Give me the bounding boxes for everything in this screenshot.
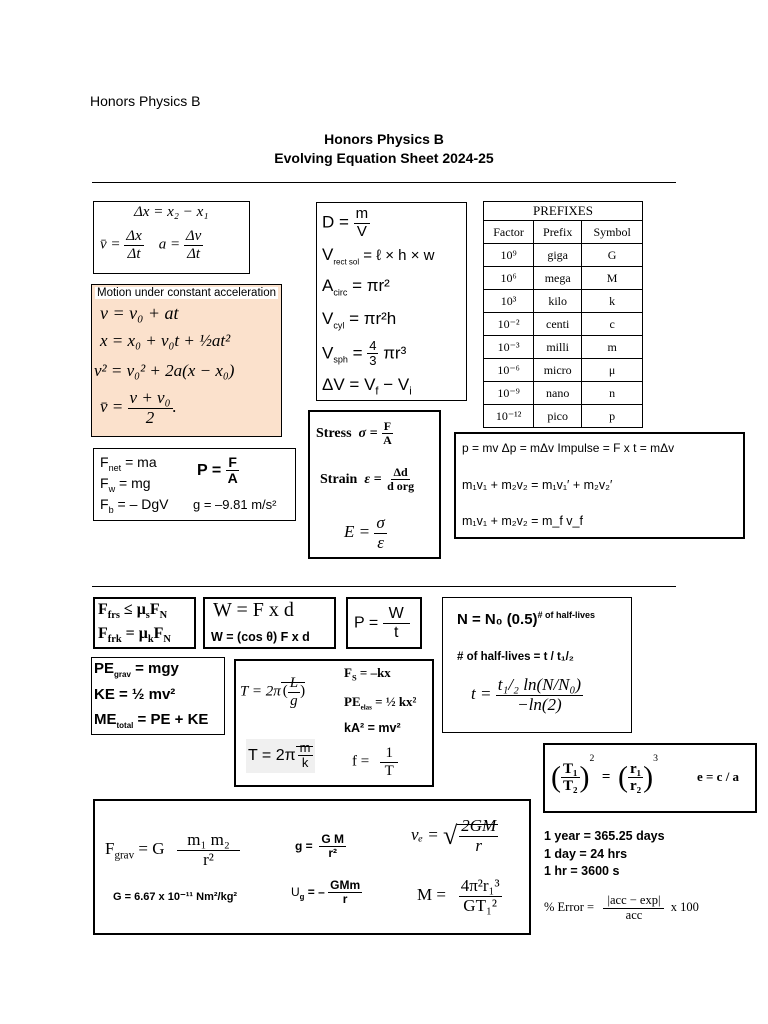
- halflife-t-den: −ln(2): [517, 694, 562, 714]
- fw-sub: w: [108, 483, 116, 494]
- kepler-lhs-num: T₁: [563, 760, 578, 777]
- table-row: [484, 313, 643, 336]
- table-row: [484, 336, 643, 359]
- accel-lhs: a =: [158, 236, 181, 253]
- escape-num: 2GM: [461, 816, 497, 835]
- prefix-name: giga: [534, 244, 582, 267]
- motion-eq-4-lhs: v̄ =: [100, 397, 124, 417]
- pendulum-lhs: T = 2π: [240, 683, 281, 700]
- static-friction-eq: [98, 601, 167, 621]
- strain-symbol: ε =: [364, 471, 382, 487]
- grav-force-frac: [177, 831, 240, 869]
- density-eq: [322, 206, 370, 240]
- motion-eq-4-num: v + v₀: [129, 388, 171, 407]
- kinematics-basic-box: [93, 201, 250, 274]
- forces-box: [93, 448, 296, 521]
- prefix-col-factor: Factor: [484, 221, 534, 244]
- fnet-sub: net: [108, 462, 122, 473]
- sph-frac: [367, 339, 378, 369]
- spring-period-eq: [246, 739, 315, 773]
- time-notes: [544, 828, 665, 881]
- percent-error-frac: [603, 894, 664, 923]
- halflife-time-eq: [471, 676, 583, 714]
- kepler-lhs-den: T₂: [563, 778, 578, 795]
- density-lhs: D =: [322, 212, 349, 232]
- grav-field-num: G M: [321, 832, 345, 846]
- grav-f-mid: = G: [134, 839, 165, 859]
- gpe-sub: grav: [114, 670, 131, 679]
- grav-pe-eq: [291, 879, 362, 906]
- circ-rhs: = πr²: [347, 276, 390, 295]
- percent-error-eq: [544, 894, 699, 923]
- kepler-box: [543, 743, 757, 813]
- pressure-lhs: P =: [197, 462, 222, 480]
- buoyancy-eq: [100, 496, 169, 515]
- density-den: V: [356, 222, 367, 240]
- motion-eq-4-den: 2: [145, 407, 155, 427]
- fw-f: F: [100, 475, 109, 491]
- decay-eq: [457, 610, 595, 628]
- me-rhs: = PE + KE: [133, 711, 209, 728]
- escape-frac: [459, 817, 498, 855]
- avg-velocity-lhs: v̄ =: [100, 236, 121, 253]
- mass-eq: [417, 877, 502, 915]
- fs-fn: F: [149, 601, 160, 618]
- halflife-count-eq: # of half-lives = t / t₁/₂: [457, 651, 574, 663]
- me-sub: total: [116, 721, 134, 730]
- dv-lhs: ΔV = V: [322, 375, 376, 394]
- kepler-rhs-frac: [628, 761, 643, 795]
- stress-num: F: [383, 419, 392, 433]
- gpe-pe: PE: [94, 660, 115, 677]
- motion-eq-1: v = v₀ + at: [100, 303, 179, 323]
- work-box: [203, 597, 336, 649]
- stress-symbol: σ =: [358, 425, 378, 441]
- fw-rhs: = mg: [115, 475, 151, 491]
- frequency-lhs: f =: [352, 753, 370, 770]
- gravity-box: [93, 799, 531, 935]
- fk-fn-sub: N: [163, 634, 171, 646]
- mass-lhs: M =: [417, 885, 446, 905]
- prefix-symbol: c: [582, 313, 643, 336]
- sph-rhs: πr³: [378, 343, 407, 363]
- halflife-t-lhs: t =: [471, 684, 492, 704]
- mass-frac: [459, 877, 502, 915]
- spring-period-lhs: T = 2π: [248, 747, 296, 765]
- accel-frac: [184, 228, 203, 262]
- sphere-volume-eq: [322, 339, 406, 369]
- dv-f: f: [375, 385, 379, 398]
- momentum-line-2: m₁v₁ + m₂v₂ = m₁v₁′ + m₂v₂′: [462, 478, 613, 492]
- prefix-name: mega: [534, 267, 582, 290]
- prefixes-table: [483, 201, 643, 428]
- escape-sqrt: [457, 816, 498, 855]
- rect-sub: rect sol: [333, 257, 360, 267]
- pendulum-den: g: [290, 692, 298, 709]
- motion-eq-3: v² = v₀² + 2a(x − x₀): [94, 361, 235, 380]
- stress-frac: [381, 420, 394, 447]
- kepler-lhs-exp: 2: [589, 753, 595, 764]
- prefix-col-symbol: Symbol: [582, 221, 643, 244]
- me-eq: [94, 711, 208, 730]
- title-line-1: Honors Physics B: [324, 131, 444, 147]
- grav-field-den: r²: [328, 846, 338, 861]
- eccentricity-eq: e = c / a: [697, 769, 740, 784]
- fs-fn-sub: N: [159, 610, 168, 622]
- halflife-t-num: t₁/₂ ln(N/N₀): [497, 675, 582, 694]
- percent-error-lhs: % Error =: [544, 900, 595, 915]
- prefix-factor: 10⁻³: [484, 336, 534, 359]
- gpe-rhs: = mgy: [130, 660, 179, 677]
- percent-error-rhs: x 100: [670, 900, 699, 915]
- spring-rhs: = –kx: [356, 665, 391, 680]
- escape-velocity-eq: vₑ = √ $\frac{2GM}{r}$: [411, 816, 497, 855]
- strain-num: Δd: [393, 465, 408, 479]
- middle-divider: [92, 586, 676, 587]
- grav-pe-u: U: [291, 884, 300, 899]
- pendulum-sqrt: ( $\frac{L}{g}$ ): [282, 675, 306, 709]
- power-box: [346, 597, 422, 649]
- prefix-name: milli: [534, 336, 582, 359]
- hour-note: 1 hr = 3600 s: [544, 864, 620, 878]
- prefixes-caption: PREFIXES: [484, 202, 643, 221]
- prefix-factor: 10⁻¹²: [484, 405, 534, 428]
- avg-velocity-eq: [100, 228, 203, 262]
- strain-den: d org: [387, 479, 415, 494]
- pressure-den: A: [227, 470, 238, 487]
- page-title: [0, 130, 768, 168]
- kepler-rhs-num: r₁: [629, 760, 642, 777]
- kepler-rhs-den: r₂: [629, 778, 642, 795]
- prefix-symbol: p: [582, 405, 643, 428]
- circle-area-eq: [322, 276, 390, 297]
- fnet-rhs: = ma: [121, 454, 157, 470]
- youngs-num: σ: [376, 513, 385, 532]
- grav-force-den: r²: [203, 849, 214, 869]
- fk-sub: frk: [107, 634, 122, 646]
- fb-rhs: = – DgV: [113, 496, 169, 512]
- title-line-2: Evolving Equation Sheet 2024-25: [274, 150, 494, 166]
- escape-lhs: vₑ =: [411, 825, 439, 845]
- stress-den: A: [383, 433, 392, 448]
- prefix-symbol: M: [582, 267, 643, 290]
- top-divider: [92, 182, 676, 183]
- prefix-factor: 10⁹: [484, 244, 534, 267]
- sph-den: 3: [369, 353, 377, 369]
- momentum-line-1: p = mv Δp = mΔv Impulse = F x t = mΔv: [462, 441, 675, 455]
- elastic-rhs: = ½ kx²: [371, 694, 417, 709]
- fs-f: F: [98, 601, 108, 618]
- grav-pe-mid: = –: [304, 884, 325, 899]
- fk-f: F: [98, 625, 108, 642]
- grav-field-lhs: g =: [295, 838, 313, 853]
- prefix-symbol: G: [582, 244, 643, 267]
- grav-force-eq: [105, 831, 240, 869]
- table-row: [484, 267, 643, 290]
- cyl-v: V: [322, 309, 334, 328]
- prefix-name: centi: [534, 313, 582, 336]
- dv-i: i: [409, 385, 412, 398]
- table-row: [484, 382, 643, 405]
- youngs-modulus-eq: [344, 514, 387, 552]
- decay-eq-exp: # of half-lives: [537, 610, 596, 620]
- circ-sub: circ: [333, 287, 348, 298]
- work-angle-eq: W = (cos θ) F x d: [211, 630, 310, 644]
- spring-force-eq: [344, 665, 391, 683]
- elastic-pe: PE: [344, 694, 361, 709]
- grav-f-sub: grav: [114, 849, 135, 862]
- prefix-factor: 10³: [484, 290, 534, 313]
- strain-label: Strain: [320, 471, 358, 487]
- fnet-eq: [100, 454, 157, 473]
- grav-f: F: [105, 839, 115, 859]
- grav-force-num: m₁ m₂: [177, 831, 240, 851]
- cyl-sub: cyl: [333, 320, 345, 331]
- fk-mu: = μ: [121, 625, 148, 642]
- motion-box: [91, 284, 282, 437]
- gravity-accel: g = –9.81 m/s²: [193, 497, 277, 512]
- avg-velocity-den: Δt: [127, 245, 141, 262]
- prefix-name: kilo: [534, 290, 582, 313]
- document-header: Honors Physics B: [90, 93, 201, 109]
- mass-num: 4π²r₁³: [460, 876, 500, 895]
- spring-f: F: [344, 665, 352, 680]
- strain-frac: [385, 466, 416, 493]
- prefix-name: nano: [534, 382, 582, 405]
- density-frac: [354, 206, 371, 240]
- fk-fn: F: [153, 625, 164, 642]
- motion-eq-4: v̄ = $\frac{\text{v + v₀}}{2}$ .: [100, 388, 177, 427]
- kepler-lhs-frac: [561, 761, 580, 795]
- prefix-factor: 10⁻⁶: [484, 359, 534, 382]
- rect-rhs: = ℓ × h × w: [359, 247, 435, 264]
- strain-eq: [320, 466, 416, 493]
- table-row: [484, 405, 643, 428]
- youngs-lhs: E =: [344, 522, 371, 542]
- prefix-factor: 10⁻²: [484, 313, 534, 336]
- halflife-t-frac: [496, 676, 583, 714]
- density-num: m: [355, 205, 369, 222]
- fs-mu: ≤ μ: [119, 601, 146, 618]
- fs-mu-sub: s: [145, 610, 150, 622]
- pendulum-num: L: [289, 675, 299, 691]
- avg-velocity-num: Δx: [126, 228, 142, 244]
- fs-sub: frs: [107, 610, 120, 622]
- spring-period-den: k: [301, 755, 309, 771]
- prefix-symbol: k: [582, 290, 643, 313]
- fb-sub: b: [108, 504, 114, 515]
- frequency-den: T: [384, 762, 394, 779]
- prefix-col-prefix: Prefix: [534, 221, 582, 244]
- friction-box: [93, 597, 196, 649]
- kepler-rhs-exp: 3: [653, 753, 658, 764]
- frequency-num: 1: [380, 745, 398, 763]
- dv-mid: − V: [378, 375, 410, 394]
- pressure-eq: [197, 455, 240, 487]
- mass-den: GT₁²: [463, 895, 497, 915]
- sph-mid: =: [347, 343, 368, 363]
- cylinder-volume-eq: [322, 309, 396, 330]
- me-me: ME: [94, 711, 117, 728]
- spring-period-num: m: [299, 740, 311, 755]
- sph-num: 4: [369, 338, 377, 353]
- frequency-eq: [352, 745, 398, 779]
- sph-sub: sph: [333, 354, 348, 365]
- grav-constant: G = 6.67 x 10⁻¹¹ Nm²/kg²: [113, 891, 238, 903]
- momentum-line-3: m₁v₁ + m₂v₂ = m_f v_f: [462, 514, 583, 528]
- circ-a: A: [322, 276, 334, 295]
- decay-eq-main: N = N₀ (0.5): [457, 611, 538, 628]
- accel-num: Δv: [185, 228, 202, 244]
- energy-box: [91, 657, 225, 735]
- power-lhs: P =: [354, 614, 379, 632]
- pendulum-frac: [288, 675, 300, 709]
- fk-mu-sub: k: [147, 634, 154, 646]
- power-frac: [383, 605, 410, 641]
- fb-f: F: [100, 496, 109, 512]
- prefix-symbol: m: [582, 336, 643, 359]
- stress-strain-box: [308, 410, 441, 559]
- day-note: 1 day = 24 hrs: [544, 846, 628, 861]
- percent-error-den: acc: [625, 907, 643, 922]
- motion-eq-2: x = x₀ + v₀t + ½at²: [100, 331, 231, 350]
- spring-sub: S: [351, 672, 357, 683]
- grav-pe-num: GMm: [330, 878, 361, 892]
- kepler-third-law: ( $\frac{\text{T₁}}{\text{T₂}}$ )$^2$ = ( $\frac{\text{r₁}}{\text{r₂}}$ )$^3$: [551, 753, 658, 795]
- grav-field-frac: [319, 833, 346, 860]
- power-eq: [354, 605, 410, 641]
- grav-pe-frac: [328, 879, 362, 906]
- power-num: W: [383, 605, 410, 624]
- prefix-symbol: n: [582, 382, 643, 405]
- spring-period-frac: [298, 741, 313, 771]
- youngs-den: ε: [377, 532, 384, 552]
- grav-pe-sub: g: [299, 892, 305, 902]
- oscillation-box: [234, 659, 434, 787]
- accel-den: Δt: [187, 245, 201, 262]
- rect-volume-eq: [322, 245, 434, 266]
- halflife-box: [442, 597, 632, 733]
- pressure-frac: [226, 455, 240, 487]
- pendulum-period-eq: [240, 675, 305, 709]
- escape-den: r: [475, 835, 483, 855]
- motion-eq-4-frac: [128, 389, 173, 427]
- avg-velocity-frac: [124, 228, 143, 262]
- weight-eq: [100, 475, 151, 494]
- kinetic-friction-eq: [98, 625, 171, 645]
- ke-eq: KE = ½ mv²: [94, 686, 176, 703]
- displacement-eq: Δx = x₂ − x₁: [134, 204, 209, 220]
- sph-v: V: [322, 343, 334, 363]
- table-row: [484, 244, 643, 267]
- power-den: t: [393, 623, 399, 641]
- cyl-rhs: = πr²h: [344, 309, 397, 328]
- grav-pe-den: r: [342, 892, 348, 907]
- prefix-name: pico: [534, 405, 582, 428]
- percent-error-num: |acc − exp|: [603, 894, 664, 909]
- prefix-factor: 10⁶: [484, 267, 534, 290]
- prefix-name: micro: [534, 359, 582, 382]
- amplitude-eq: kA² = mv²: [344, 721, 401, 735]
- geometry-box: [316, 202, 467, 401]
- table-row: [484, 290, 643, 313]
- elastic-pe-eq: [344, 694, 416, 712]
- fnet-f: F: [100, 454, 109, 470]
- momentum-box: [454, 432, 745, 539]
- stress-label: Stress: [316, 425, 352, 441]
- gpe-eq: [94, 660, 179, 679]
- motion-heading: Motion under constant acceleration: [97, 287, 276, 299]
- table-row: [484, 359, 643, 382]
- elastic-sub: elas: [360, 703, 372, 712]
- rect-v: V: [322, 245, 334, 264]
- grav-field-eq: [295, 833, 346, 860]
- delta-volume-eq: [322, 375, 412, 397]
- year-note: 1 year = 365.25 days: [544, 829, 665, 843]
- prefix-symbol: μ: [582, 359, 643, 382]
- spring-period-sqrt: [296, 740, 313, 771]
- prefix-factor: 10⁻⁹: [484, 382, 534, 405]
- frequency-frac: [380, 745, 398, 779]
- stress-eq: [316, 420, 394, 447]
- prefixes-table-wrap: [483, 201, 643, 428]
- pressure-num: F: [228, 454, 237, 470]
- work-eq: W = F x d: [213, 599, 294, 621]
- youngs-frac: [374, 514, 386, 552]
